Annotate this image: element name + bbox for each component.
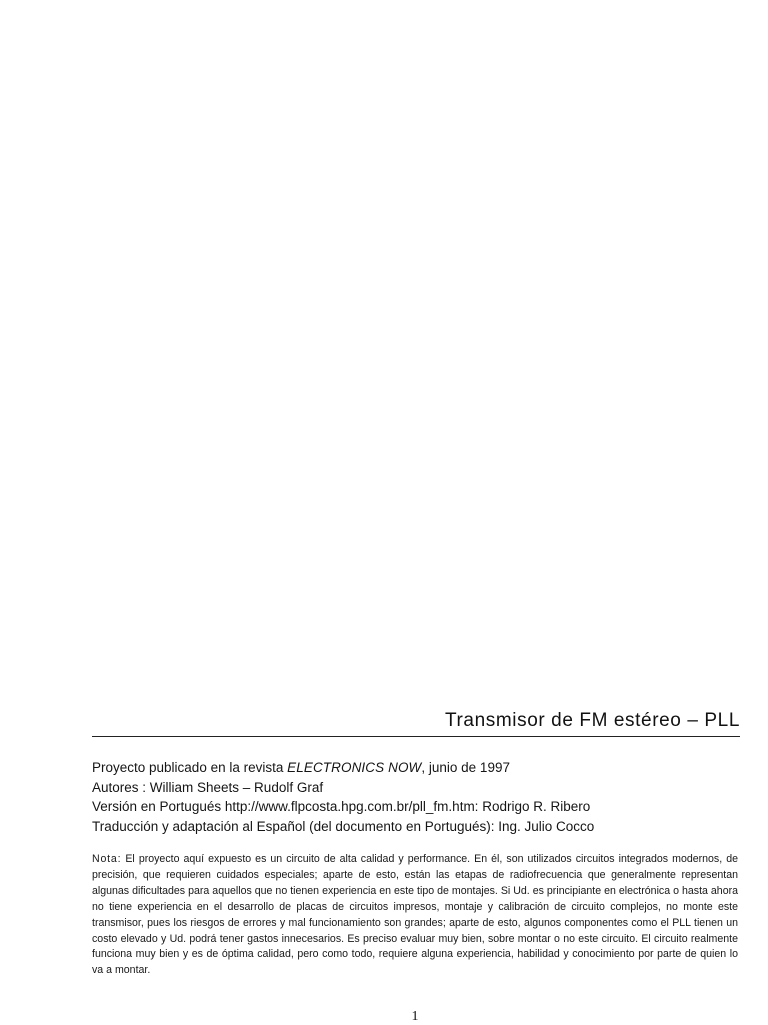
note-label: Nota:: [92, 853, 122, 865]
magazine-name: ELECTRONICS NOW: [287, 760, 422, 775]
publication-line: [92, 758, 742, 778]
portuguese-version-line: Versión en Portugués http://www.flpcosta.hpg.com.br/pll_fm.htm: Rodrigo R. Ribero: [92, 799, 591, 815]
title-divider: [92, 736, 740, 737]
warning-note: [92, 852, 738, 979]
publication-prefix: Proyecto publicado en la revista: [92, 760, 288, 775]
publication-date: , junio de 1997: [421, 760, 510, 775]
document-title: Transmisor de FM estéreo – PLL: [444, 710, 740, 731]
note-body: El proyecto aquí expuesto es un circuito de alta calidad y performance. En él, son utilizados circuitos integrados modernos, de precisión, que requieren cuidados especiales; aparte de esto, están las etapas de radiofrecuencia que generalmente representan algunas dificultades para aquellos que no tienen experiencia en este tipo de montajes. Si Ud. es principiante en electrónica o hasta ahora no tiene experiencia en el desarrollo de placas de circuitos impresos, montaje y calibración de circuito complejos, no monte este transmisor, pues los riesgos de errores y mal funcionamiento son grandes; aparte de esto, algunos componentes como el PLL tienen un costo elevado y Ud. podrá tener gastos innecesarios. Es preciso evaluar muy bien, sobre montar o no este circuito. El circuito realmente funciona muy bien y es de óptima calidad, pero como todo, requiere alguna experiencia, habilidad y conocimiento por parte de quien lo va a montar.: [92, 853, 738, 977]
page-number: 1: [411, 1009, 419, 1024]
translation-line: Traducción y adaptación al Español (del documento en Portugués): Ing. Julio Cocco: [92, 819, 595, 835]
publication-info: [92, 758, 742, 837]
authors-line: Autores : William Sheets – Rudolf Graf: [92, 779, 324, 795]
